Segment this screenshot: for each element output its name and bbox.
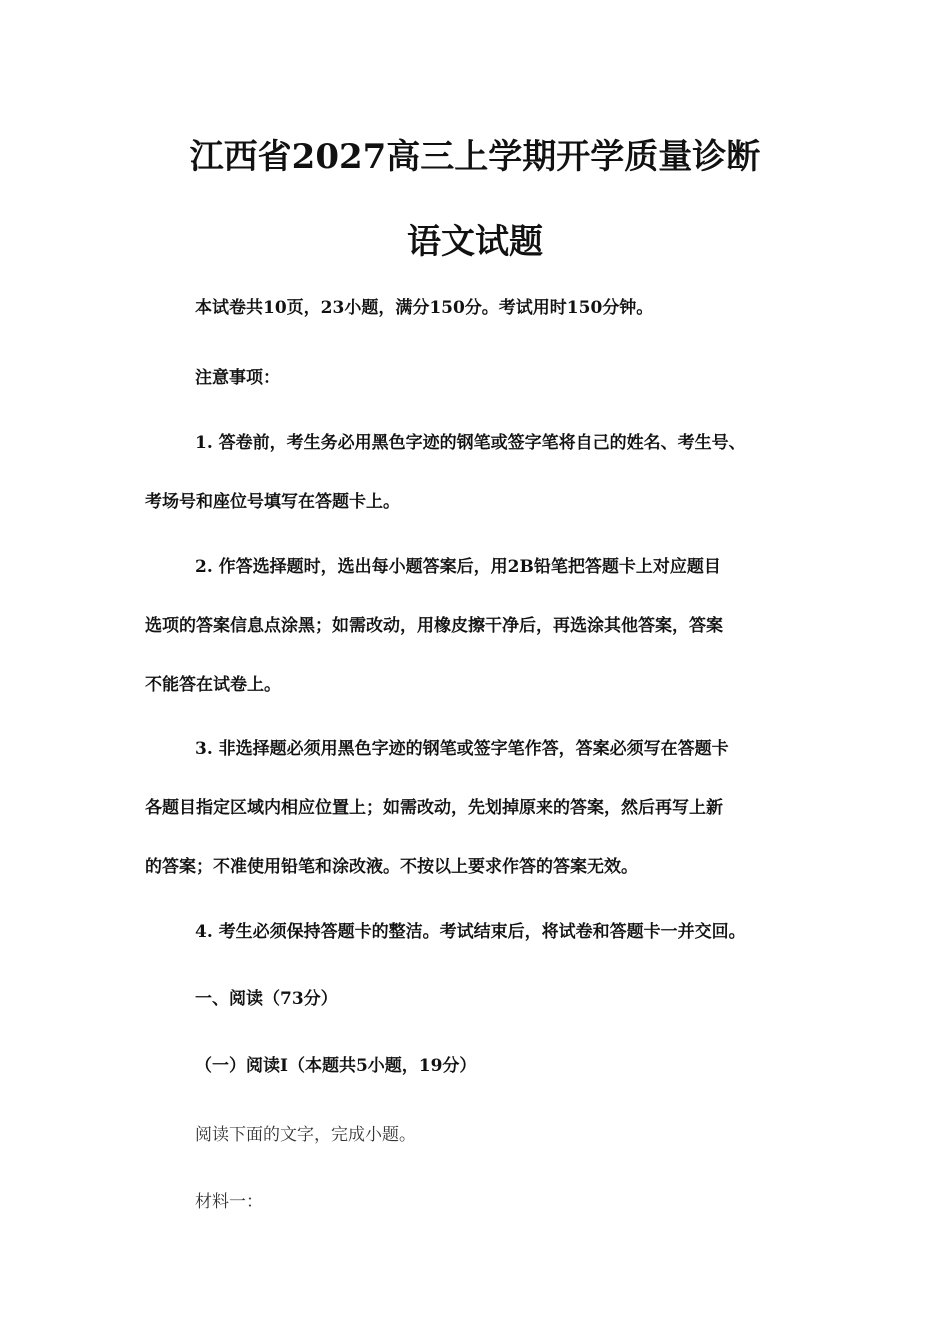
subsection-heading-reading-1: （一）阅读Ⅰ（本题共5小题，19分） (195, 1056, 477, 1076)
note-2-line-3: 不能答在试卷上。 (145, 675, 281, 695)
note-2-line-1: 2. 作答选择题时，选出每小题答案后，用2B铅笔把答题卡上对应题目 (195, 557, 721, 577)
notice-heading: 注意事项： (195, 368, 280, 388)
exam-intro: 本试卷共10页，23小题，满分150分。考试用时150分钟。 (195, 298, 654, 318)
note-4-line-1: 4. 考生必须保持答题卡的整洁。考试结束后，将试卷和答题卡一并交回。 (195, 922, 746, 942)
exam-title-line1: 江西省2027高三上学期开学质量诊断 (189, 137, 761, 177)
material-label: 材料一： (195, 1192, 263, 1212)
note-3-line-2: 各题目指定区域内相应位置上；如需改动，先划掉原来的答案，然后再写上新 (145, 798, 723, 818)
exam-title-line2: 语文试题 (407, 222, 543, 262)
section-heading-reading: 一、阅读（73分） (195, 989, 338, 1009)
note-3-line-3: 的答案；不准使用铅笔和涂改液。不按以上要求作答的答案无效。 (145, 857, 638, 877)
note-2-line-2: 选项的答案信息点涂黑；如需改动，用橡皮擦干净后，再选涂其他答案，答案 (145, 616, 723, 636)
reading-instruction: 阅读下面的文字，完成小题。 (195, 1125, 416, 1145)
note-3-line-1: 3. 非选择题必须用黑色字迹的钢笔或签字笔作答，答案必须写在答题卡 (195, 739, 729, 759)
note-1-line-1: 1. 答卷前，考生务必用黑色字迹的钢笔或签字笔将自己的姓名、考生号、 (195, 433, 746, 453)
note-1-line-2: 考场号和座位号填写在答题卡上。 (145, 492, 400, 512)
